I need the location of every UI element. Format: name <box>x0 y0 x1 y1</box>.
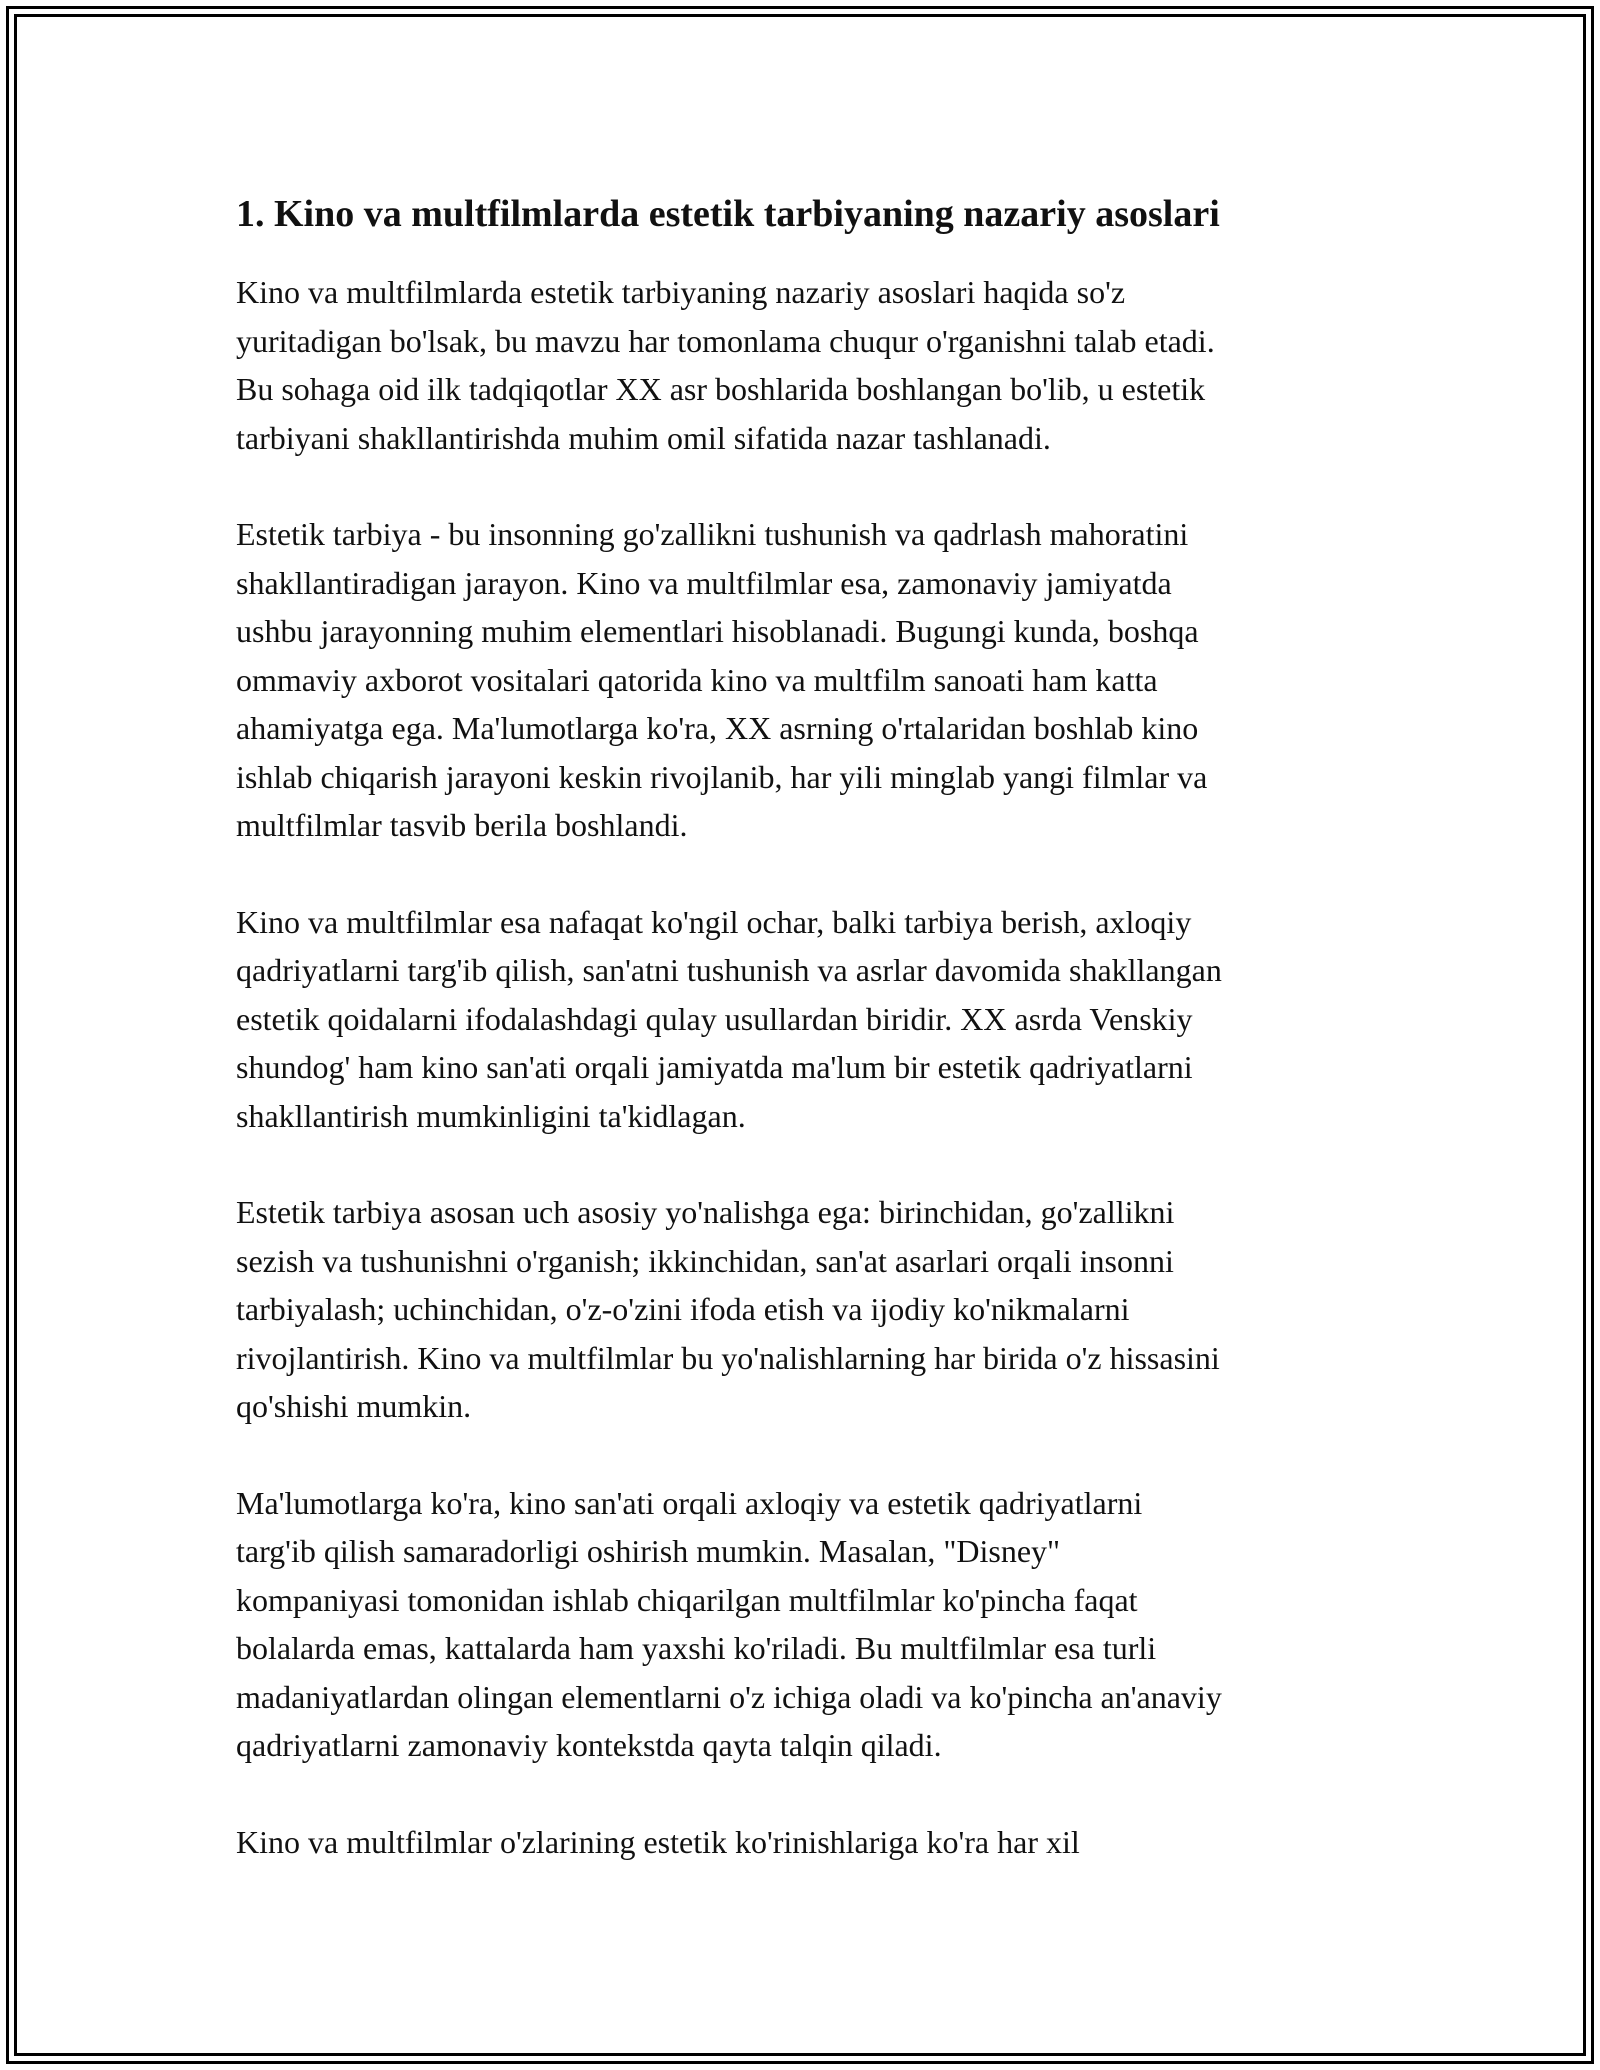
text-line: qo'shishi mumkin. <box>236 1388 472 1424</box>
text-line: rivojlantirish. Kino va multfilmlar bu yo'nalishlarning har birida o'z hissasini <box>236 1339 1220 1376</box>
text-line: sezish va tushunishni o'rganish; ikkinchidan, san'at asarlari orqali insonni <box>236 1242 1174 1279</box>
text-line: Bu sohaga oid ilk tadqiqotlar XX asr boshlarida boshlangan bo'lib, u estetik <box>236 371 1206 407</box>
paragraph-1 <box>236 268 1366 462</box>
text-line: ommaviy axborot vositalari qatorida kino va multfilm sanoati ham katta <box>236 661 1158 698</box>
text-line: Kino va multfilmlarda estetik tarbiyaning nazariy asoslari haqida so'z <box>236 274 1126 310</box>
text-line: tarbiyalash; uchinchidan, o'z-o'zini ifoda etish va ijodiy ko'nikmalarni <box>236 1291 1130 1327</box>
text-line: targ'ib qilish samaradorligi oshirish mumkin. Masalan, "Disney" <box>236 1533 1061 1569</box>
text-line: qadriyatlarni zamonaviy kontekstda qayta talqin qiladi. <box>236 1727 942 1763</box>
text-line: shundog' ham kino san'ati orqali jamiyatda ma'lum bir estetik qadriyatlarni <box>236 1049 1193 1085</box>
text-line: bolalarda emas, kattalarda ham yaxshi ko'riladi. Bu multfilmlar esa turli <box>236 1630 1157 1666</box>
text-line: Estetik tarbiya asosan uch asosiy yo'nalishga ega: birinchidan, go'zallikni <box>236 1194 1175 1230</box>
text-line: Estetik tarbiya - bu insonning go'zallikni tushunish va qadrlash mahoratini <box>236 516 1189 552</box>
text-line: estetik qoidalarni ifodalashdagi qulay usullardan biridir. XX asrda Venskiy <box>236 1000 1193 1037</box>
paragraph-3 <box>236 898 1366 1141</box>
text-line: qadriyatlarni targ'ib qilish, san'atni tushunish va asrlar davomida shakllangan <box>236 952 1222 988</box>
text-line: Kino va multfilmlar o'zlarining estetik ko'rinishlariga ko'ra har xil <box>236 1823 1080 1860</box>
section-title: 1. Kino va multfilmlarda estetik tarbiyaning nazariy asoslari <box>236 193 1220 235</box>
document-body <box>236 188 1366 1914</box>
text-line: Ma'lumotlarga ko'ra, kino san'ati orqali axloqiy va estetik qadriyatlarni <box>236 1484 1143 1521</box>
text-line: shakllantiradigan jarayon. Kino va multfilmlar esa, zamonaviy jamiyatda <box>236 564 1172 601</box>
paragraph-6 <box>236 1818 1366 1867</box>
text-line: tarbiyani shakllantirishda muhim omil sifatida nazar tashlanadi. <box>236 419 1051 456</box>
text-line: madaniyatlardan olingan elementlarni o'z ichiga oladi va ko'pincha an'anaviy <box>236 1678 1222 1715</box>
text-line: shakllantirish mumkinligini ta'kidlagan. <box>236 1097 746 1134</box>
text-line: multfilmlar tasvib berila boshlandi. <box>236 807 688 843</box>
text-line: ahamiyatga ega. Ma'lumotlarga ko'ra, XX asrning o'rtalaridan boshlab kino <box>236 710 1199 746</box>
text-line: ushbu jarayonning muhim elementlari hisoblanadi. Bugungi kunda, boshqa <box>236 613 1199 649</box>
text-line: ishlab chiqarish jarayoni keskin rivojlanib, har yili minglab yangi filmlar va <box>236 758 1208 795</box>
paragraph-5 <box>236 1479 1366 1770</box>
paragraph-4 <box>236 1188 1366 1431</box>
paragraph-2 <box>236 510 1366 850</box>
text-line: kompaniyasi tomonidan ishlab chiqarilgan multfilmlar ko'pincha faqat <box>236 1581 1138 1618</box>
text-line: yuritadigan bo'lsak, bu mavzu har tomonlama chuqur o'rganishni talab etadi. <box>236 322 1215 359</box>
text-line: Kino va multfilmlar esa nafaqat ko'ngil ochar, balki tarbiya berish, axloqiy <box>236 903 1192 940</box>
